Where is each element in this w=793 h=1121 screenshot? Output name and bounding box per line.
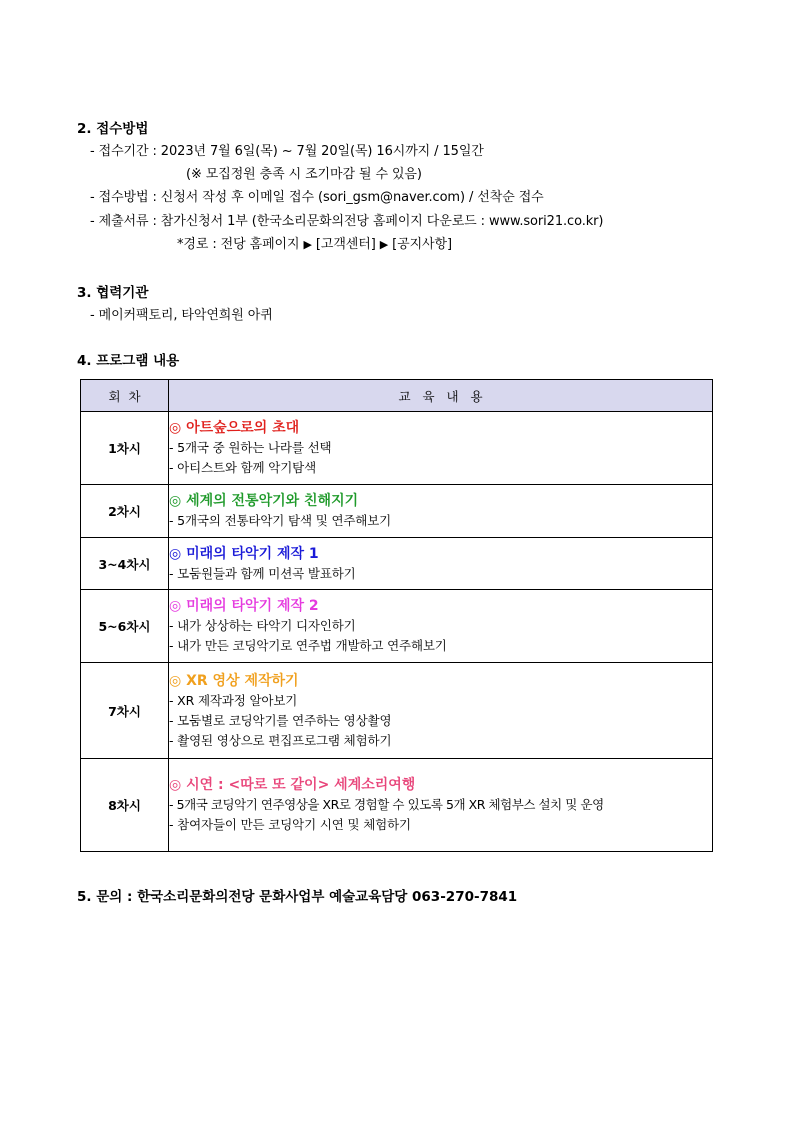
- session-content: [169, 759, 713, 852]
- session-content: [169, 538, 713, 590]
- session-label: 7차시: [81, 663, 169, 759]
- session-title: ◎ 세계의 전통악기와 친해지기: [169, 493, 359, 509]
- navigation-path: [177, 233, 452, 252]
- session-title: ◎ 미래의 타악기 제작 1: [169, 545, 319, 562]
- list-item: - XR 제작과정 알아보기: [169, 692, 298, 708]
- triangle-right-icon: ▶: [303, 238, 312, 251]
- list-item: - 모둠원들과 함께 미션곡 발표하기: [169, 565, 356, 581]
- session-content: [169, 590, 713, 663]
- partner-organizations: - 메이커팩토리, 타악연희원 아퀴: [90, 308, 273, 323]
- section-2-heading: 2. 접수방법: [77, 121, 149, 137]
- header-session: 회 차: [81, 380, 169, 412]
- list-item: - 내가 만든 코딩악기로 연주법 개발하고 연주해보기: [169, 638, 447, 653]
- list-item: - 아티스트와 함께 악기탐색: [169, 460, 317, 475]
- session-label: 2차시: [81, 485, 169, 538]
- session-title: ◎ 시연 : <따로 또 같이> 세계소리여행: [169, 777, 416, 793]
- application-period-note: (※ 모집정원 충족 시 조기마감 될 수 있음): [186, 167, 422, 182]
- list-item: - 참여자들이 만든 코딩악기 시연 및 체험하기: [169, 817, 411, 832]
- list-item: - 5개국의 전통타악기 탐색 및 연주해보기: [169, 513, 392, 528]
- triangle-right-icon: ▶: [379, 238, 389, 251]
- header-content: 교 육 내 용: [169, 380, 713, 412]
- table-row: [81, 590, 713, 663]
- table-row: [81, 412, 713, 485]
- table-row: [81, 663, 713, 759]
- session-title: ◎ XR 영상 제작하기: [169, 672, 299, 689]
- list-item: - 5개국 중 원하는 나라를 선택: [169, 440, 332, 455]
- table-row: [81, 759, 713, 852]
- path-step-customer-center: [고객센터]: [315, 237, 376, 252]
- session-label: 5~6차시: [81, 590, 169, 663]
- application-method: - 접수방법 : 신청서 작성 후 이메일 접수 (sori_gsm@naver.com) / 선착순 접수: [90, 190, 544, 205]
- path-prefix: *경로 : 전당 홈페이지: [177, 237, 300, 252]
- program-table: [80, 379, 713, 852]
- section-5-contact: 5. 문의 : 한국소리문화의전당 문화사업부 예술교육담당 063-270-7841: [77, 889, 518, 905]
- table-row: [81, 538, 713, 590]
- path-step-notice: [공지사항]: [392, 237, 452, 252]
- list-item: - 내가 상상하는 타악기 디자인하기: [169, 618, 356, 633]
- list-item: - 모둠별로 코딩악기를 연주하는 영상촬영: [169, 712, 392, 728]
- list-item: - 촬영된 영상으로 편집프로그램 체험하기: [169, 732, 392, 748]
- session-label: 8차시: [81, 759, 169, 852]
- list-item: - 5개국 코딩악기 연주영상을 XR로 경험할 수 있도록 5개 XR 체험부스 설치 및 운영: [169, 797, 604, 812]
- session-title: ◎ 아트숲으로의 초대: [169, 420, 300, 436]
- section-3-heading: 3. 협력기관: [77, 285, 149, 301]
- session-label: 1차시: [81, 412, 169, 485]
- table-row: [81, 485, 713, 538]
- session-content: [169, 485, 713, 538]
- section-4-heading: 4. 프로그램 내용: [77, 353, 180, 369]
- session-content: [169, 412, 713, 485]
- table-header-row: [81, 380, 713, 412]
- required-documents: - 제출서류 : 참가신청서 1부 (한국소리문화의전당 홈페이지 다운로드 : www.sori21.co.kr): [90, 214, 604, 229]
- session-label: 3~4차시: [81, 538, 169, 590]
- session-content: [169, 663, 713, 759]
- session-title: ◎ 미래의 타악기 제작 2: [169, 598, 319, 614]
- application-period: - 접수기간 : 2023년 7월 6일(목) ~ 7월 20일(목) 16시까지 / 15일간: [90, 144, 484, 159]
